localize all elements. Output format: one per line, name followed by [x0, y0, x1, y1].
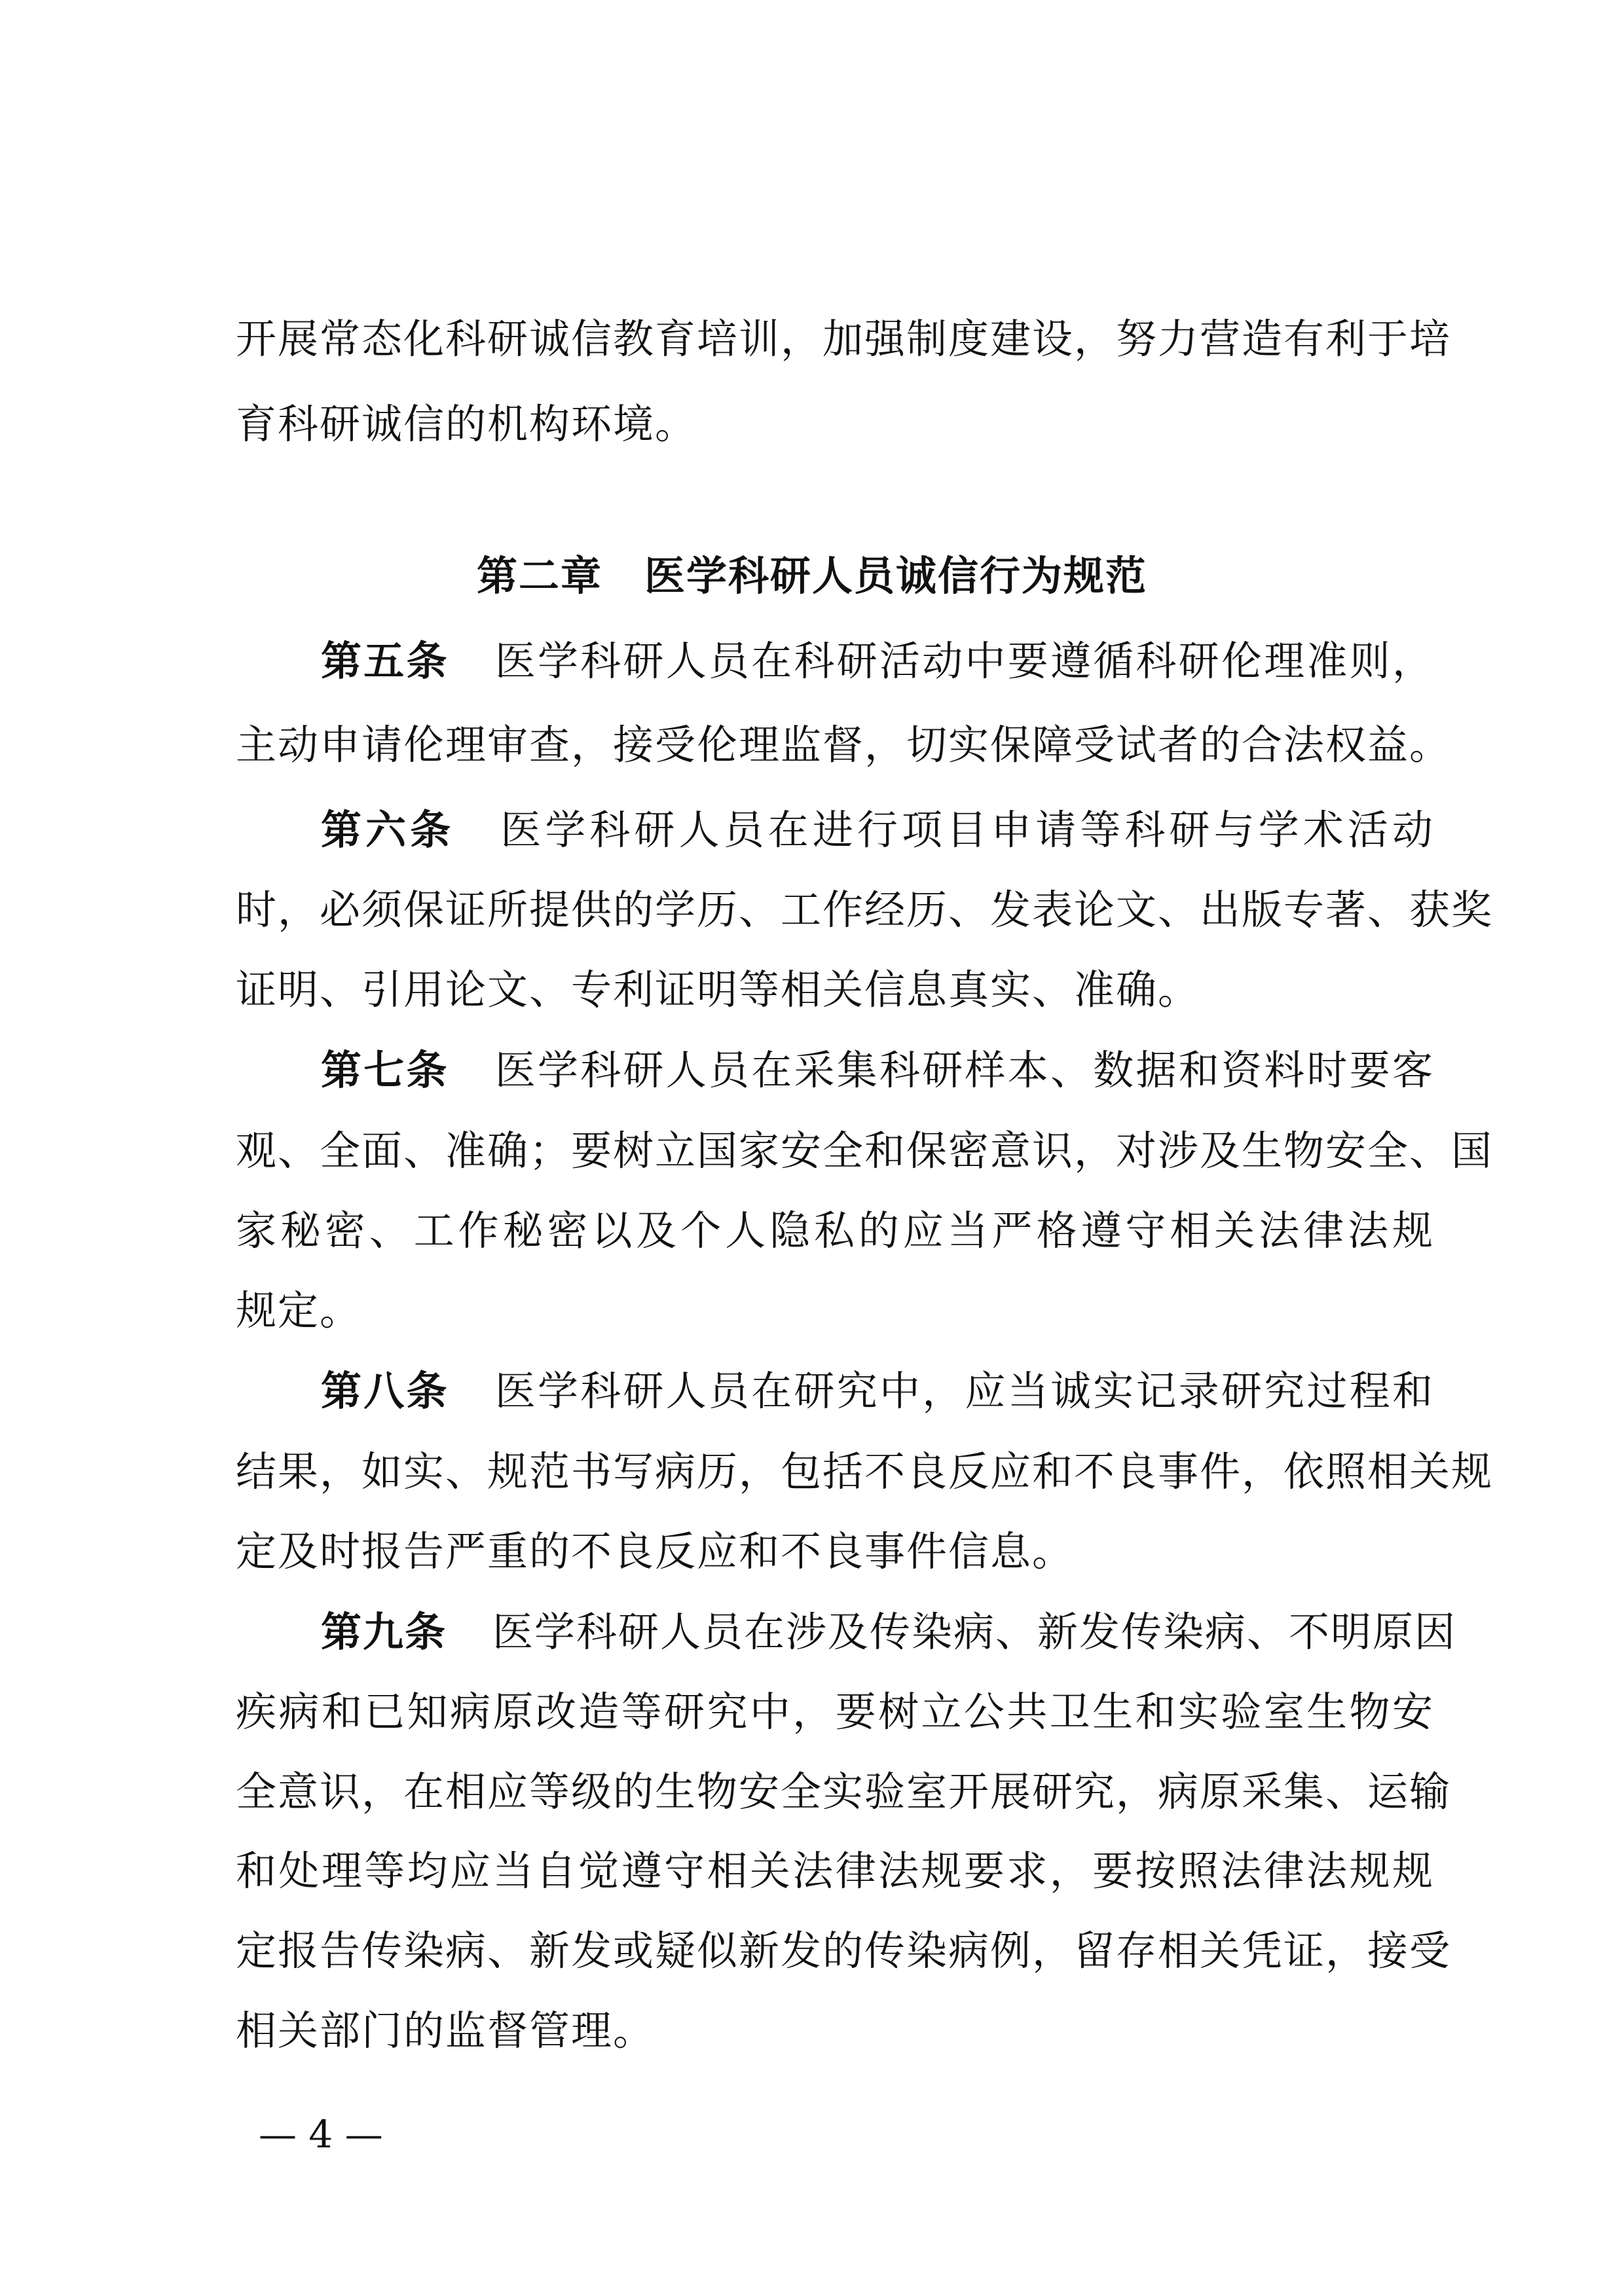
article-8-text: 医学科研人员在研究中，应当诚实记录研究过程和	[494, 1367, 1434, 1415]
article-8-label: 第八条	[321, 1367, 449, 1415]
chapter-title: 第二章 医学科研人员诚信行为规范	[476, 552, 1147, 600]
article-7-line: 观、全面、准确；要树立国家安全和保密意识，对涉及生物安全、国	[236, 1127, 1494, 1175]
article-5-line: 主动申请伦理审查，接受伦理监督，切实保障受试者的合法权益。	[236, 721, 1452, 769]
article-5-text: 医学科研人员在科研活动中要遵循科研伦理准则，	[494, 637, 1434, 685]
article-7-line: 家秘密、工作秘密以及个人隐私的应当严格遵守相关法律法规	[236, 1207, 1434, 1254]
article-6-line: 证明、引用论文、专利证明等相关信息真实、准确。	[236, 966, 1200, 1013]
article-7-text: 医学科研人员在采集科研样本、数据和资料时要客	[494, 1046, 1434, 1094]
article-5-label: 第五条	[321, 637, 449, 685]
article-9-label: 第九条	[321, 1608, 447, 1656]
article-9-line: 相关部门的监督管理。	[236, 2007, 655, 2054]
article-9-line: 和处理等均应当自觉遵守相关法律法规要求，要按照法律法规规	[236, 1847, 1434, 1895]
article-6-label: 第六条	[321, 806, 455, 854]
article-7-line: 规定。	[236, 1286, 362, 1334]
article-6-line: 时，必须保证所提供的学历、工作经历、发表论文、出版专著、获奖	[236, 886, 1494, 934]
article-6-text: 医学科研人员在进行项目申请等科研与学术活动	[500, 806, 1434, 854]
article-9-first-line	[321, 1606, 1457, 1658]
article-8-line: 定及时报告严重的不良反应和不良事件信息。	[236, 1527, 1075, 1575]
article-9-text: 医学科研人员在涉及传染病、新发传染病、不明原因	[492, 1608, 1457, 1656]
article-9-line: 定报告传染病、新发或疑似新发的传染病例，留存相关凭证，接受	[236, 1927, 1452, 1975]
article-9-line: 全意识，在相应等级的生物安全实验室开展研究，病原采集、运输	[236, 1768, 1452, 1815]
article-6-first-line	[321, 804, 1434, 856]
article-7-label: 第七条	[321, 1046, 449, 1094]
article-5-first-line	[321, 635, 1434, 687]
article-8-first-line	[321, 1365, 1434, 1417]
intro-line-2: 育科研诚信的机构环境。	[236, 400, 697, 448]
article-8-line: 结果，如实、规范书写病历，包括不良反应和不良事件，依照相关规	[236, 1448, 1494, 1495]
article-7-first-line	[321, 1044, 1434, 1097]
article-9-line: 疾病和已知病原改造等研究中，要树立公共卫生和实验室生物安	[236, 1688, 1434, 1736]
intro-line-1: 开展常态化科研诚信教育培训，加强制度建设，努力营造有利于培	[236, 315, 1452, 363]
page-number: — 4 —	[259, 2112, 383, 2157]
